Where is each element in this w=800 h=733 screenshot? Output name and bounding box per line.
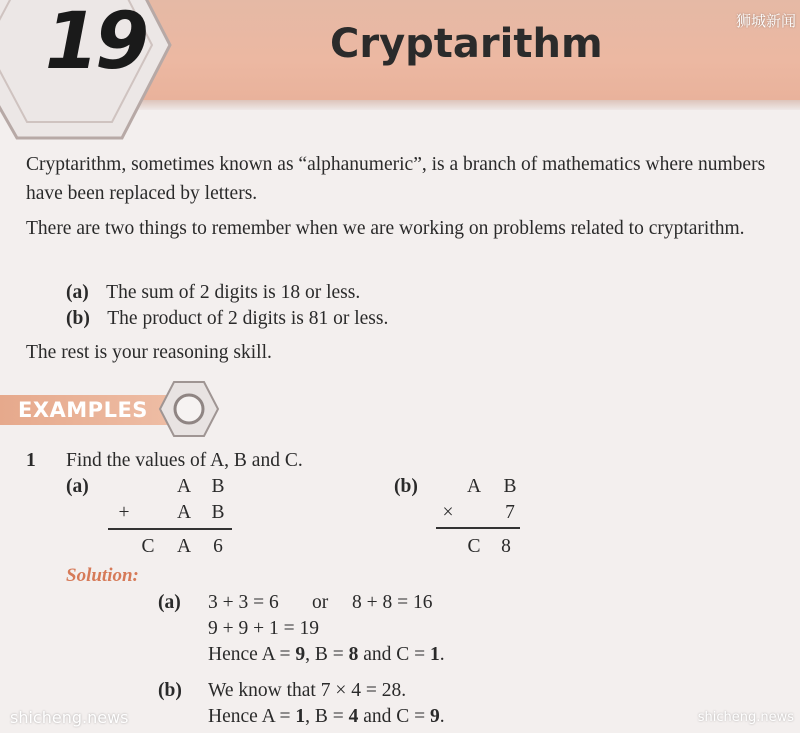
text: Hence A = [208, 644, 296, 665]
part-b-row1 [0, 474, 517, 500]
rule-text: The sum of 2 digits is 18 or less. [106, 282, 361, 303]
digit-cell: C [467, 536, 481, 557]
solution-a-line1-right: 8 + 8 = 16 [352, 592, 433, 613]
text: , B = [305, 706, 349, 727]
example-prompt: Find the values of A, B and C. [66, 450, 303, 471]
c-value: 9 [430, 706, 440, 727]
a-value: 9 [295, 644, 306, 665]
b-value: 4 [348, 706, 359, 727]
rule-item-a [66, 280, 666, 306]
digit-cell: 6 [213, 536, 223, 557]
solution-b-line2 [208, 704, 528, 730]
nut-icon [158, 380, 220, 438]
text: Hence A = [208, 706, 296, 727]
digit-cell: A [176, 502, 192, 523]
rule-label: (b) [66, 308, 90, 329]
page-title: Cryptarithm [330, 21, 603, 67]
text: and C = [358, 644, 431, 665]
part-b-result [0, 534, 511, 560]
solution-label: Solution: [66, 565, 139, 586]
intro-paragraph-2: There are two things to remember when we are working on problems related to cryptarithm. [26, 218, 745, 239]
a-value: 1 [295, 706, 306, 727]
chapter-number: 19 [44, 0, 146, 87]
solution-a-line3 [208, 642, 528, 668]
b-value: 8 [348, 644, 359, 665]
sum-line [108, 528, 232, 530]
product-line [436, 527, 520, 529]
operator: × [442, 502, 454, 523]
rule-label: (a) [66, 282, 89, 303]
text: , B = [305, 644, 349, 665]
digit-cell: 7 [505, 502, 515, 523]
solution-a-line2: 9 + 9 + 1 = 19 [208, 618, 319, 639]
example-number: 1 [26, 450, 36, 471]
solution-a-or: or [312, 592, 329, 613]
digit-cell: B [211, 502, 225, 523]
intro-paragraph-1: Cryptarithm, sometimes known as “alphanumeric”, is a branch of mathematics where numbers have been replaced by letters. [26, 154, 766, 204]
c-value: 1 [430, 644, 440, 665]
digit-cell: B [503, 476, 517, 497]
watermark-bottom-right: shicheng.news [697, 710, 794, 725]
operator: + [118, 502, 130, 523]
solution-a-label: (a) [158, 592, 181, 613]
part-b-row2 [0, 500, 515, 526]
digit-cell: C [141, 536, 155, 557]
text: and C = [358, 706, 431, 727]
rule-item-b [66, 306, 666, 332]
watermark-bottom-left: shicheng.news [10, 708, 129, 727]
watermark-top-right: 狮城新闻 [735, 12, 796, 30]
digit-cell: B [211, 476, 225, 497]
examples-heading: EXAMPLES [18, 398, 148, 422]
digit-cell: A [176, 476, 192, 497]
text: . [439, 644, 445, 665]
rule-text: The product of 2 digits is 81 or less. [107, 308, 389, 329]
solution-b-line1: We know that 7 × 4 = 28. [208, 680, 407, 701]
part-b-label: (b) [394, 476, 418, 497]
part-a-label: (a) [66, 476, 89, 497]
digit-cell: 8 [501, 536, 511, 557]
text: . [439, 706, 445, 727]
digit-cell: A [466, 476, 482, 497]
solution-a-line1-left: 3 + 3 = 6 [208, 592, 279, 613]
intro-paragraph-3: The rest is your reasoning skill. [26, 342, 272, 363]
digit-cell: A [176, 536, 192, 557]
solution-b-label: (b) [158, 680, 182, 701]
